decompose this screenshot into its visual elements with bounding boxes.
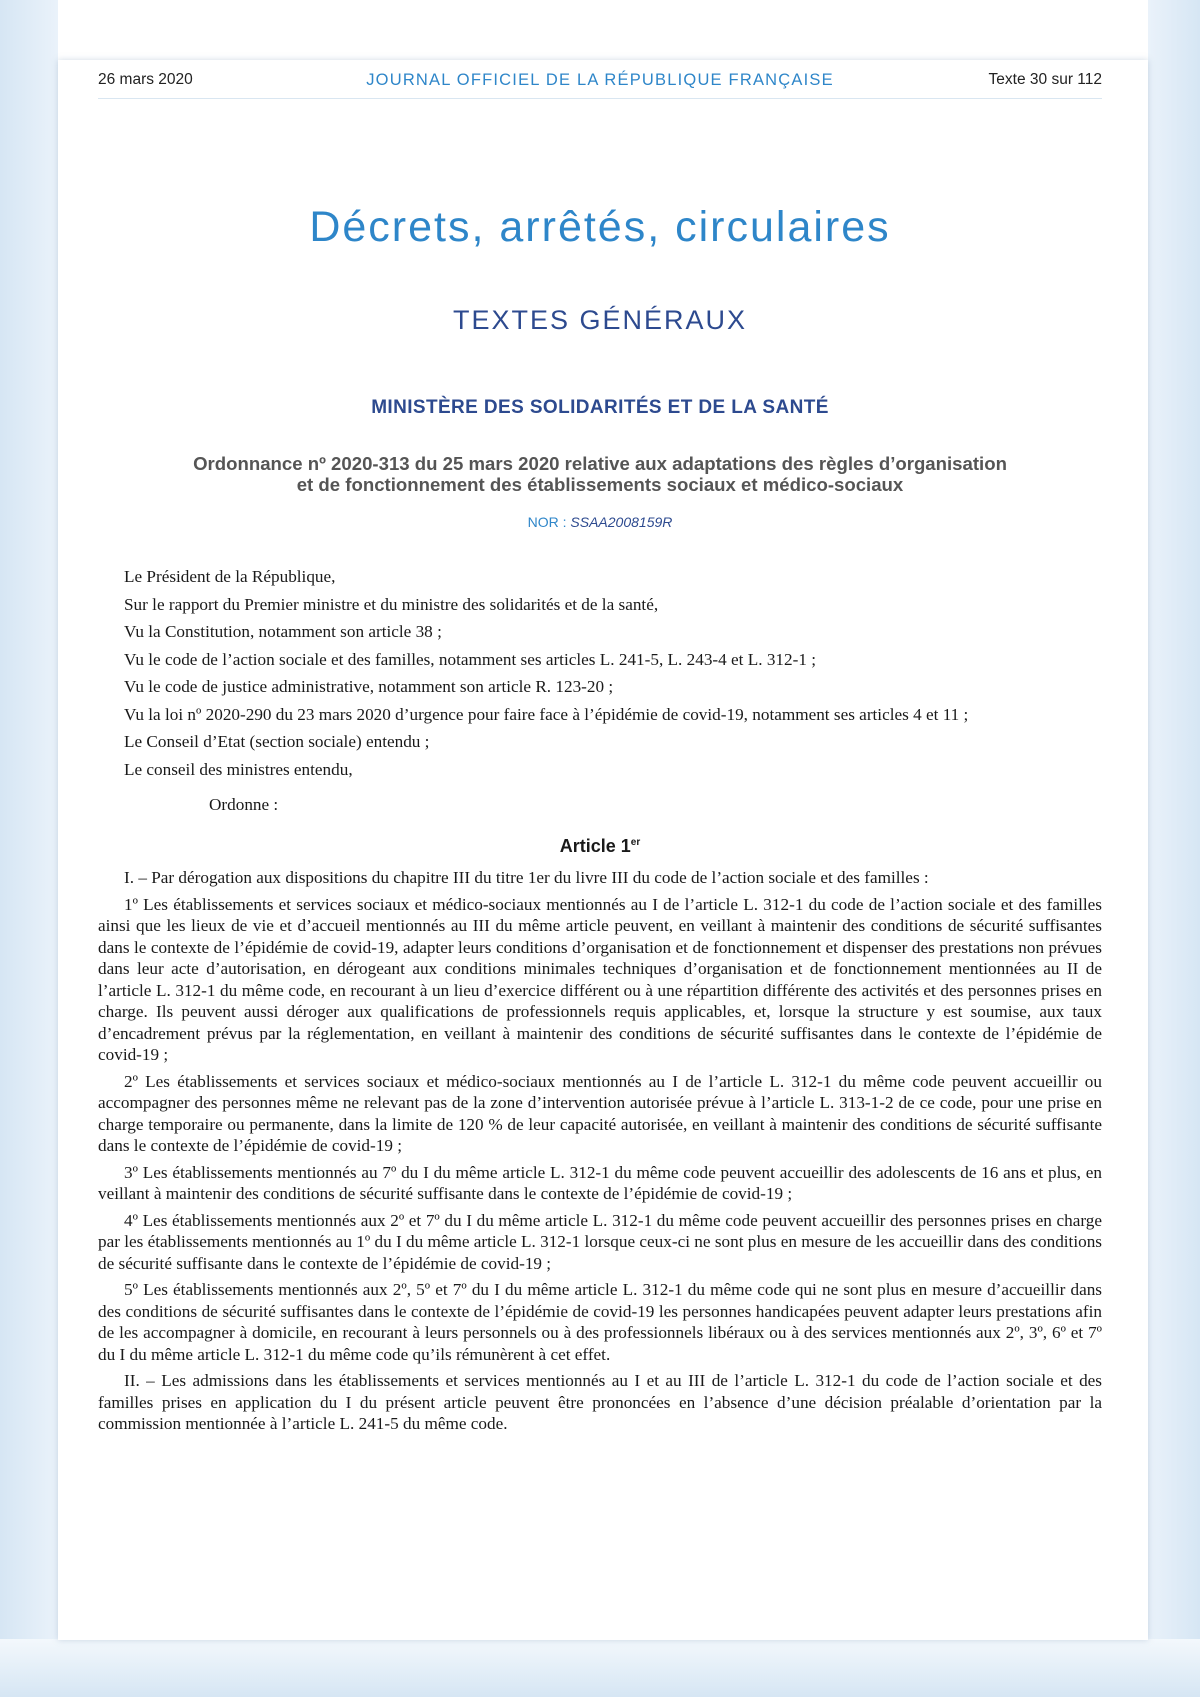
header-divider — [98, 98, 1102, 99]
nor-code: SSAA2008159R — [570, 514, 673, 530]
article-paragraph: I. – Par dérogation aux dispositions du chapitre III du titre 1er du livre III du code de l’action sociale et des familles : — [124, 868, 929, 887]
ordinance-title-line-2: et de fonctionnement des établissements sociaux et médico-sociaux — [296, 474, 904, 495]
journal-name: JOURNAL OFFICIEL DE LA RÉPUBLIQUE FRANÇAISE — [366, 71, 834, 89]
article-paragraph: 5º Les établissements mentionnés aux 2º, 5º et 7º du I du même article L. 312-1 du même code qui ne sont plus en mesure d’accueillir dans des conditions de sécurité suffisantes dans le contexte de l’épidémie de covid-19 les personnes handicapées peuvent adapter leurs prestations afin de les accompagner à domicile, en recourant à leurs personnels ou à des professionnels libéraux ou à des services mentionnés aux 2º, 3º, 6º et 7º du I du même article L. 312-1 du même code qu’ils rémunèrent à cet effet. — [98, 1280, 1102, 1364]
ordinance-title — [98, 453, 1102, 495]
article-body — [98, 867, 1102, 1435]
page-margin-right — [1148, 0, 1200, 1697]
nor-label: NOR : — [527, 514, 567, 530]
page-margin-left — [0, 0, 58, 1697]
ordonne-line: Ordonne : — [209, 795, 279, 814]
article-paragraph: 2º Les établissements et services sociaux et médico-sociaux mentionnés au I de l’article L. 312-1 du même code peuvent accueillir ou accompagner des personnes même ne relevant pas de la zone d’intervention autorisée prévue à l’article L. 313-1-2 de ce code, pour une prise en charge temporaire ou permanente, dans la limite de 120 % de leur capacité autorisée, en veillant à maintenir des conditions de sécurité suffisante dans le contexte de l’épidémie de covid-19 ; — [98, 1071, 1102, 1155]
text-count: Texte 30 sur 112 — [988, 71, 1102, 88]
publication-date: 26 mars 2020 — [98, 71, 193, 88]
article-heading — [98, 832, 1102, 858]
section-title: TEXTES GÉNÉRAUX — [452, 305, 748, 335]
article-paragraph: II. – Les admissions dans les établissements et services mentionnés au I et au III de l’article L. 312-1 du code de l’action sociale et des familles prises en application du I du présent article peuvent être prononcées en l’absence d’une décision préalable d’orientation par la commission mentionnée à l’article L. 241-5 du même code. — [98, 1371, 1102, 1433]
preamble-line: Le Président de la République, — [124, 567, 336, 586]
page-title: Décrets, arrêtés, circulaires — [309, 203, 891, 251]
preamble-line: Vu la Constitution, notamment son article 38 ; — [124, 622, 442, 641]
article-heading-text: Article 1 — [559, 835, 631, 856]
page-header — [98, 71, 1102, 95]
article-heading-sup: er — [630, 836, 641, 848]
preamble-line: Vu le code de l’action sociale et des familles, notamment ses articles L. 241-5, L. 243-4 et L. 312-1 ; — [124, 649, 816, 669]
nor-reference — [98, 514, 1102, 530]
document-body — [98, 566, 1102, 1440]
article-paragraph: 1º Les établissements et services sociaux et médico-sociaux mentionnés au I de l’article L. 312-1 du code de l’action sociale et des familles ainsi que les lieux de vie et d’accueil mentionnés au III du même article peuvent, en veillant à maintenir des conditions de sécurité suffisantes dans le contexte de l’épidémie de covid-19, adapter leurs conditions d’organisation et de fonctionnement et dispenser des prestations non prévues dans leur acte d’autorisation, en dérogeant aux conditions minimales techniques d’organisation et de fonctionnement mentionnées au II de l’article L. 312-1 du même code, en recourant à un lieu d’exercice différent ou à une répartition différente des activités et des personnes prises en charge. Ils peuvent aussi déroger aux qualifications de professionnels requis applicables, et, lorsque la structure y est soumise, aux taux d’encadrement prévus par la réglementation, en veillant à maintenir des conditions de sécurité suffisantes dans le contexte de l’épidémie de covid-19 ; — [98, 894, 1102, 1064]
preamble-line: Le conseil des ministres entendu, — [124, 759, 353, 779]
preamble-line: Vu la loi nº 2020-290 du 23 mars 2020 d’urgence pour faire face à l’épidémie de covid-19, notamment ses articles 4 et 11 ; — [124, 704, 969, 724]
preamble-line: Le Conseil d’Etat (section sociale) entendu ; — [124, 732, 430, 751]
page-margin-bottom — [0, 1639, 1200, 1697]
ministry-name: MINISTÈRE DES SOLIDARITÉS ET DE LA SANTÉ — [371, 397, 829, 418]
article-paragraph: 4º Les établissements mentionnés aux 2º et 7º du I du même article L. 312-1 du même code peuvent accueillir des personnes prises en charge par les établissements mentionnés au 1º du I du même article L. 312-1 lorsque ceux-ci ne sont plus en mesure de les accueillir dans des conditions de sécurité suffisante dans le contexte de l’épidémie de covid-19 ; — [98, 1210, 1102, 1273]
article-paragraph: 3º Les établissements mentionnés au 7º du I du même article L. 312-1 du même code peuvent accueillir des adolescents de 16 ans et plus, en veillant à maintenir des conditions de sécurité suffisante dans le contexte de l’épidémie de covid-19 ; — [98, 1162, 1102, 1203]
preamble-line: Vu le code de justice administrative, notamment son article R. 123-20 ; — [124, 677, 614, 696]
ordinance-title-line-1: Ordonnance nº 2020-313 du 25 mars 2020 relative aux adaptations des règles d’organisation — [193, 453, 1007, 474]
preamble-line: Sur le rapport du Premier ministre et du ministre des solidarités et de la santé, — [124, 594, 659, 614]
